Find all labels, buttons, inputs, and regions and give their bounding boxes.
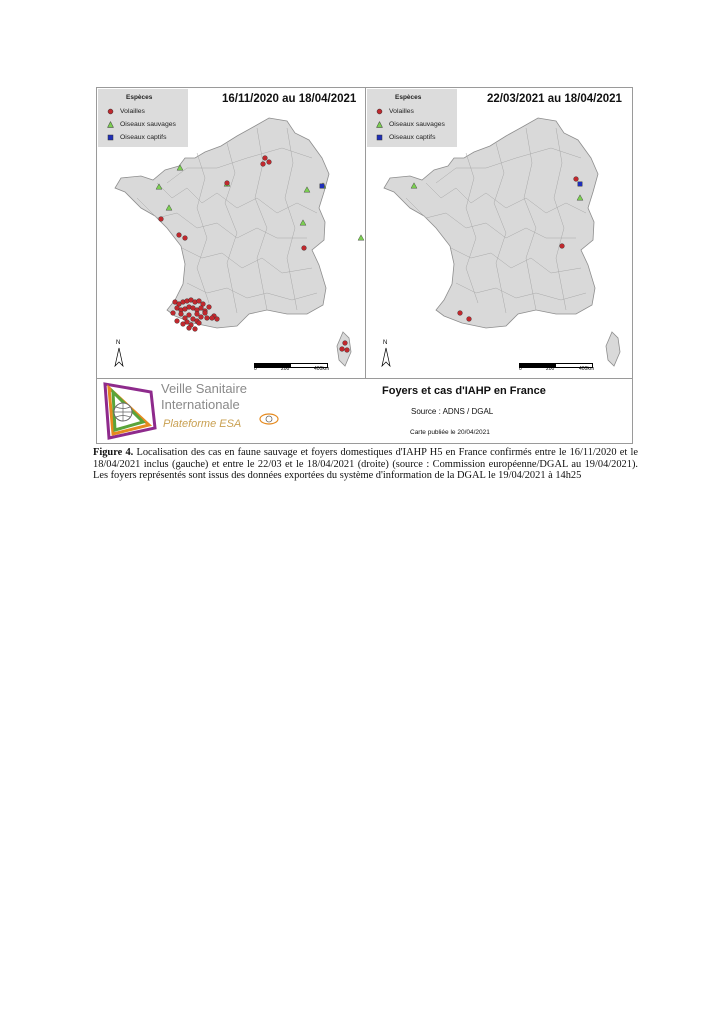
volailles-marker [183,236,188,241]
legend-item-volailles [376,106,414,116]
legend-heading: Espèces [395,94,422,101]
volailles-marker [267,160,272,165]
scale-bar-right [519,361,593,373]
legend-item-oiseaux-captifs [376,132,435,142]
volailles-marker [175,319,180,324]
map-panel-left [97,88,366,378]
volailles-marker [458,311,463,316]
scale-label-0: 0 [254,366,257,372]
oiseaux-captifs-marker-icon [107,134,114,141]
caption-label: Figure 4. [93,447,134,458]
north-arrow-icon: N [379,342,393,368]
volailles-marker [199,306,204,311]
logo-line2: Internationale [161,397,240,412]
panel-title-left: 16/11/2020 au 18/04/2021 [222,93,357,105]
logo-line1: Veille Sanitaire [161,381,247,396]
volailles-marker [197,321,202,326]
scale-label-200: 200 [281,366,290,372]
france-land [384,118,620,366]
legend-label-volailles: Volailles [120,107,145,115]
volailles-marker [261,162,266,167]
scale-label-0: 0 [519,366,522,372]
legend-label-oiseaux-sauvages: Oiseaux sauvages [120,120,176,128]
legend-item-volailles [107,106,145,116]
legend-right [367,89,457,147]
legend-label-oiseaux-captifs: Oiseaux captifs [389,133,436,141]
north-arrow-icon: N [112,342,126,368]
france-land [115,118,351,366]
scale-label-200: 200 [546,366,555,372]
footer-title: Foyers et cas d'IAHP en France [382,385,546,397]
logo-line3: Plateforme ESA [163,418,242,430]
volailles-marker [225,181,230,186]
volailles-marker [187,326,192,331]
volailles-marker [574,177,579,182]
volailles-marker [171,311,176,316]
panel-title-right: 22/03/2021 au 18/04/2021 [487,93,622,105]
volailles-marker [340,347,345,352]
volailles-marker [467,317,472,322]
legend-label-oiseaux-sauvages: Oiseaux sauvages [389,120,445,128]
legend-item-oiseaux-sauvages [376,119,445,129]
oiseaux-sauvages-marker-icon [107,121,114,128]
volailles-marker [215,317,220,322]
volailles-marker [195,312,200,317]
map-panel-right [366,88,634,378]
volailles-marker [181,322,186,327]
globe-logo-icon [99,380,159,442]
volailles-marker [179,312,184,317]
legend-label-volailles: Volailles [389,107,414,115]
vsi-logo [99,380,299,442]
volailles-marker [302,246,307,251]
legend-heading: Espèces [126,94,153,101]
scale-label-400km: 400km [579,366,595,372]
volailles-marker [343,341,348,346]
volailles-marker [205,316,210,321]
oiseaux-sauvages-marker [358,235,364,240]
figure-map [96,87,633,444]
oiseaux-captifs-marker [320,184,324,188]
caption-text: Localisation des cas en faune sauvage et foyers domestiques d'IAHP H5 en France confirmés entre le 16/11/2020 et le 18/04/2021 inclus (gauche) et entre le 22/03 et le 18/04/2021 (droite) (source : Commission européenne/DGAL au 19/04/2021). Les foyers représentés sont issus des données exportées du système d'information de la DGAL le 19/04/2021 à 14h25 [93,447,638,482]
volailles-marker [345,348,350,353]
moon-eye-icon [259,412,279,426]
volailles-marker [203,311,208,316]
legend-item-oiseaux-sauvages [107,119,176,129]
volailles-marker [159,217,164,222]
figure-caption [93,447,638,482]
scale-bar-left [254,361,328,373]
volailles-marker [187,313,192,318]
volailles-marker [197,299,202,304]
legend-label-oiseaux-captifs: Oiseaux captifs [120,133,167,141]
volailles-marker-icon [107,108,114,115]
map-footer [97,378,632,445]
oiseaux-captifs-marker [578,182,582,186]
volailles-marker [210,316,215,321]
footer-published-date: Carte publiée le 20/04/2021 [410,429,490,436]
volailles-marker [560,244,565,249]
volailles-marker [207,305,212,310]
volailles-marker [193,327,198,332]
volailles-marker-icon [376,108,383,115]
oiseaux-captifs-marker-icon [376,134,383,141]
oiseaux-sauvages-marker-icon [376,121,383,128]
volailles-marker [263,156,268,161]
volailles-marker [177,233,182,238]
volailles-marker [199,315,204,320]
legend-left [98,89,188,147]
scale-label-400km: 400km [314,366,330,372]
legend-item-oiseaux-captifs [107,132,166,142]
footer-source: Source : ADNS / DGAL [411,407,494,416]
